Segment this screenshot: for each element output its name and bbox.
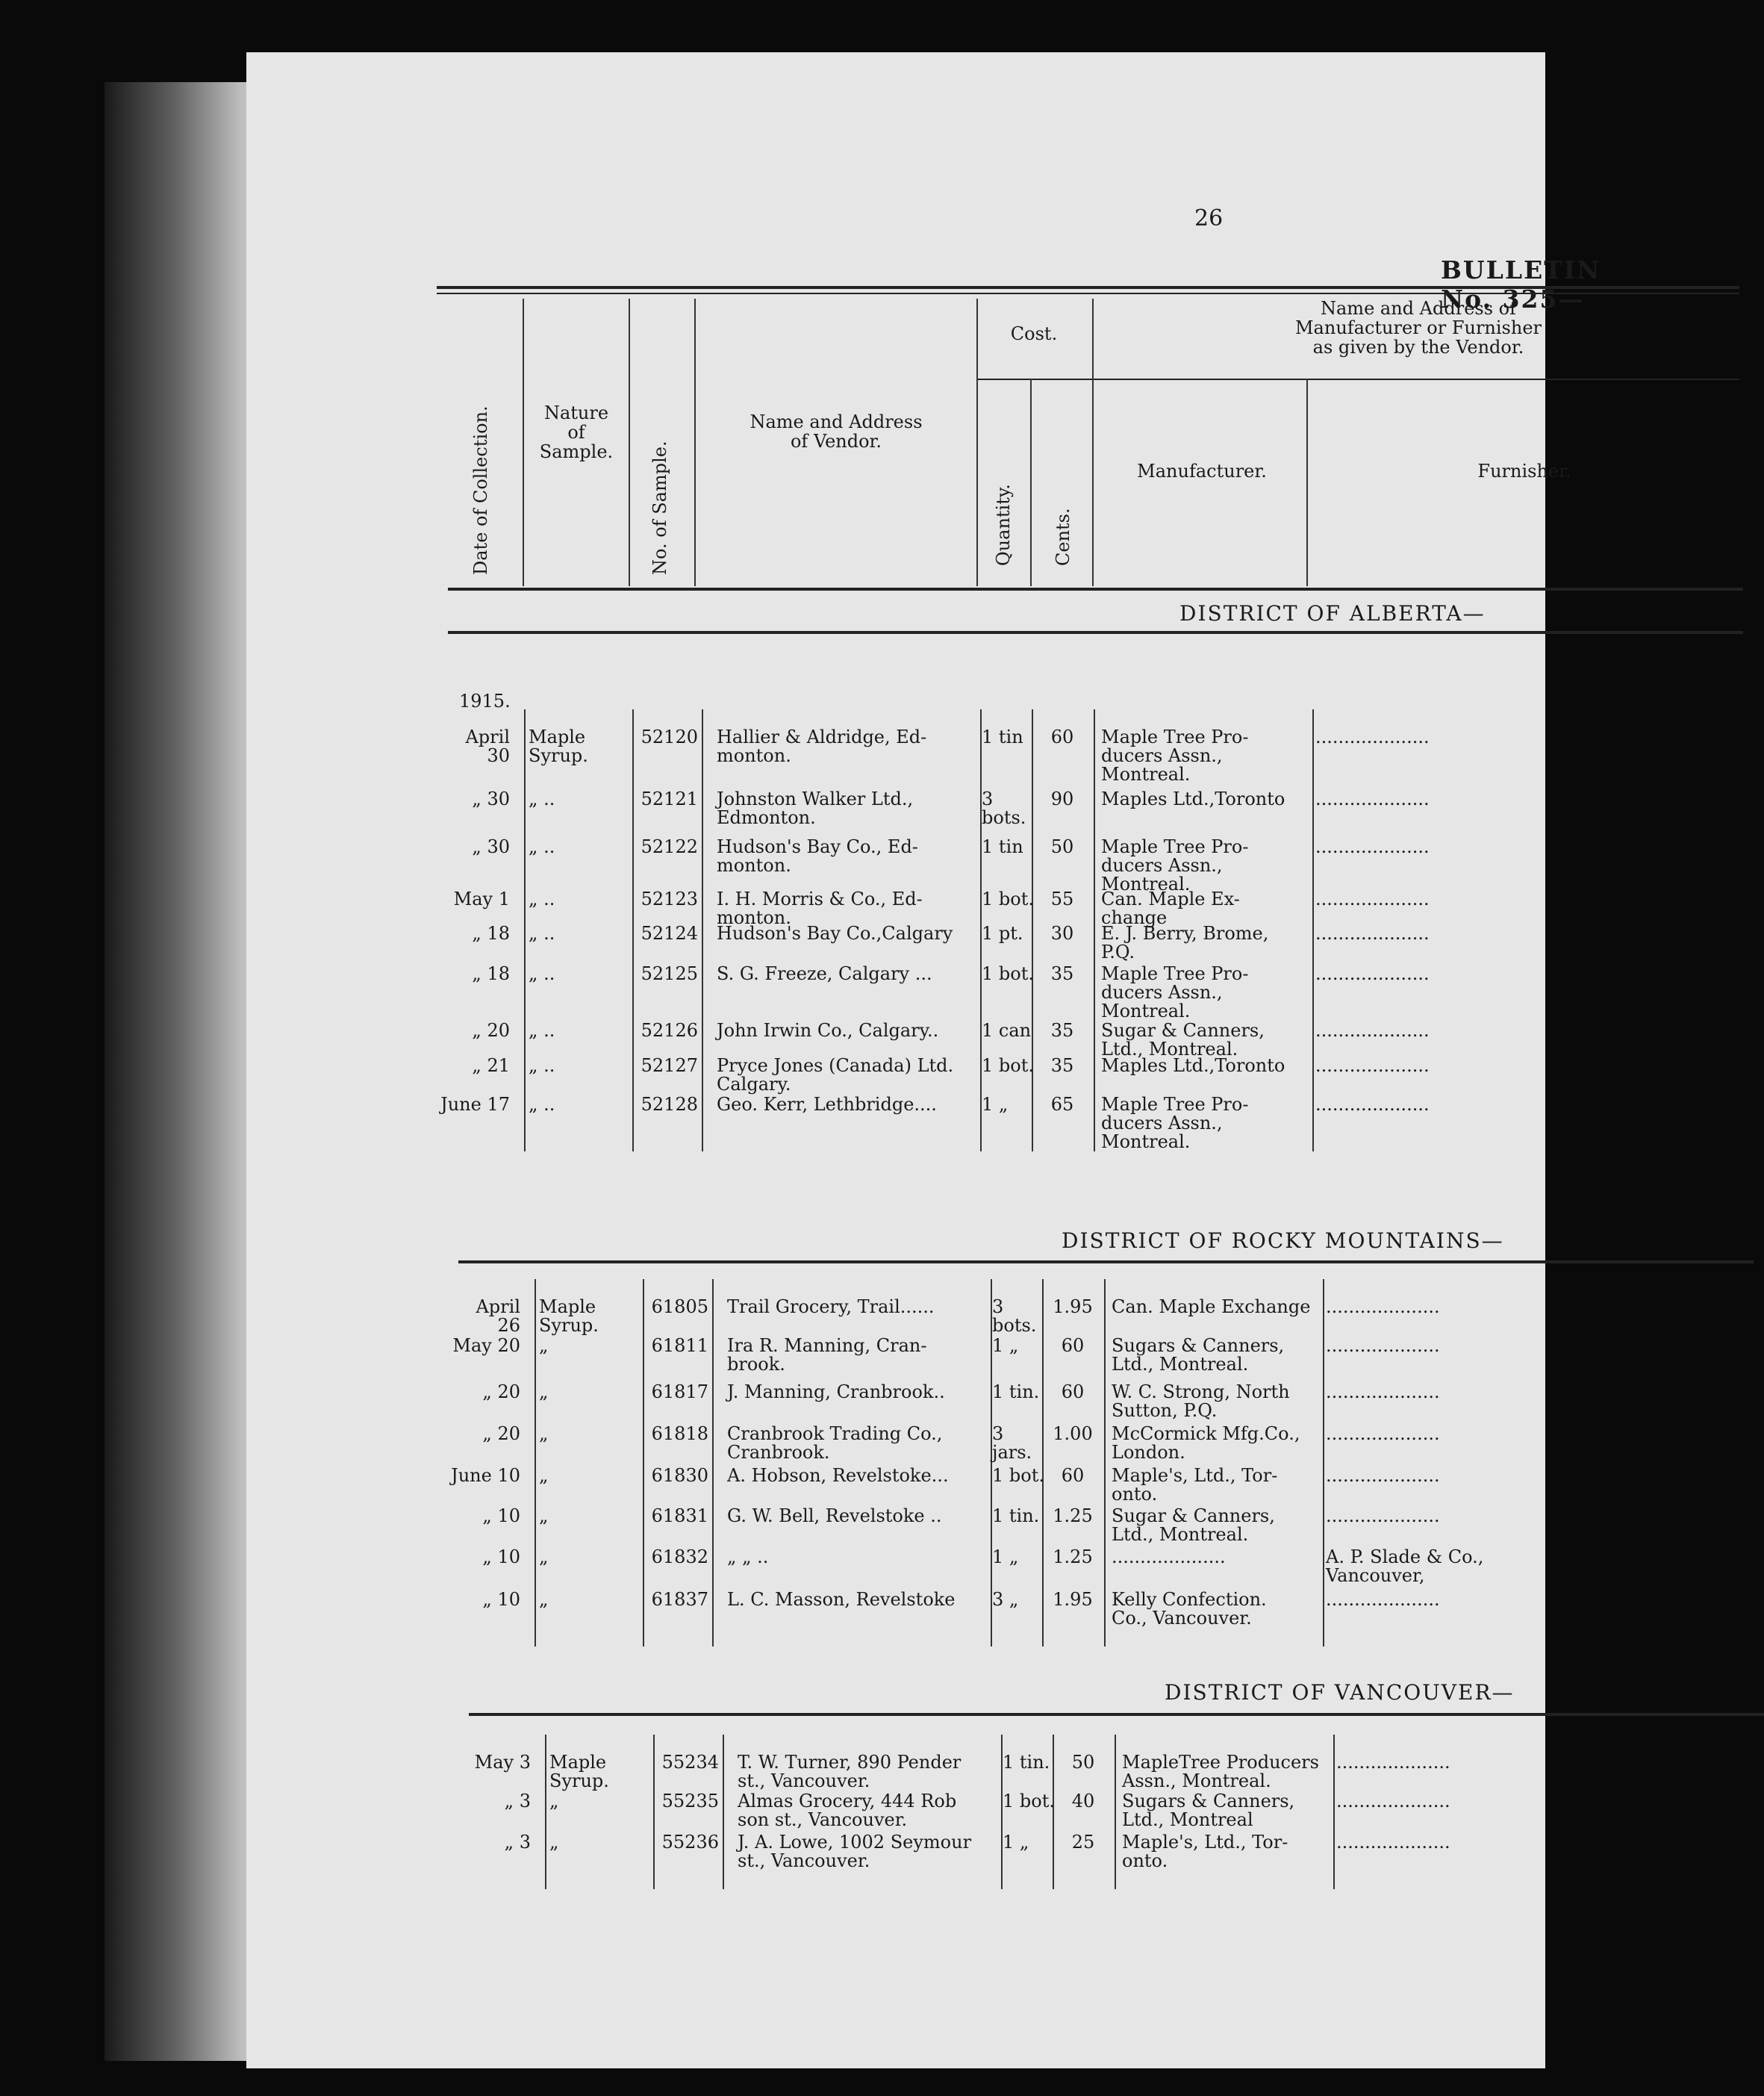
cell-nature: Maple Syrup.: [539, 1296, 599, 1336]
cell-qty: 1 bot.: [982, 889, 1034, 909]
cell-num: 52127: [641, 1055, 698, 1076]
cell-date: June 17: [440, 1094, 510, 1115]
cell-vendor: I. H. Morris & Co., Ed- monton.: [717, 889, 923, 928]
cell-furnisher: ....................: [1315, 836, 1430, 857]
cell-qty: 1 can: [982, 1020, 1032, 1041]
cell-qty: 1 bot.: [992, 1465, 1044, 1486]
header-col-divider: [1030, 379, 1032, 586]
header-col-divider: [1092, 299, 1094, 586]
cell-date: „ 20: [482, 1423, 520, 1444]
cell-maker: Can. Maple Ex- change: [1101, 889, 1240, 928]
cell-cents: 90: [1050, 789, 1074, 809]
cell-vendor: S. G. Freeze, Calgary ...: [717, 963, 932, 984]
cell-qty: 1 tin.: [1003, 1752, 1050, 1773]
cell-date: June 10: [451, 1465, 520, 1486]
cell-qty: 1 „: [992, 1335, 1019, 1356]
cell-date: May 3: [474, 1752, 531, 1773]
cell-maker: Maple's, Ltd., Tor- onto.: [1122, 1832, 1288, 1871]
cell-vendor: J. Manning, Cranbrook..: [727, 1381, 945, 1402]
cell-cents: 35: [1050, 963, 1074, 984]
cell-cents: 50: [1050, 836, 1074, 857]
cell-qty: 3 „: [992, 1589, 1019, 1610]
cell-vendor: Hudson's Bay Co., Ed- monton.: [717, 836, 918, 876]
district-title: DISTRICT OF VANCOUVER—: [1165, 1680, 1515, 1705]
cell-num: 52122: [641, 836, 698, 857]
col-header-maker-group: Name and Address of Manufacturer or Furnisher as given by the Vendor.: [1294, 298, 1542, 358]
cell-furnisher: ....................: [1315, 727, 1430, 747]
column-divider: [653, 1735, 655, 1889]
cell-maker: Kelly Confection. Co., Vancouver.: [1112, 1589, 1267, 1629]
cell-date: „ 20: [472, 1020, 510, 1041]
cell-qty: 3 jars.: [992, 1423, 1032, 1463]
column-divider: [524, 709, 526, 1151]
document-page: [246, 52, 1601, 2068]
cell-qty: 3 bots.: [982, 789, 1026, 828]
cell-num: 52126: [641, 1020, 698, 1041]
cell-nature: „ ..: [529, 1020, 555, 1041]
col-header-date: Date of Collection.: [470, 405, 491, 575]
header-rule-top: [437, 286, 1739, 289]
column-divider: [643, 1279, 644, 1646]
cell-cents: 55: [1050, 889, 1074, 909]
column-divider: [723, 1735, 724, 1889]
cell-maker: Maple Tree Pro- ducers Assn., Montreal.: [1101, 836, 1249, 895]
cell-maker: Sugar & Canners, Ltd., Montreal.: [1112, 1505, 1275, 1545]
column-divider: [1104, 1279, 1106, 1646]
cell-nature: „ ..: [529, 963, 555, 984]
cell-num: 61837: [651, 1589, 708, 1610]
cell-furnisher: ....................: [1326, 1423, 1440, 1444]
cell-nature: „: [539, 1381, 549, 1402]
cell-cents: 50: [1071, 1752, 1095, 1773]
cell-cents: 65: [1050, 1094, 1074, 1115]
cell-cents: 1.95: [1053, 1296, 1093, 1317]
cell-cents: 60: [1061, 1335, 1085, 1356]
cell-num: 61805: [651, 1296, 708, 1317]
cell-vendor: Geo. Kerr, Lethbridge....: [717, 1094, 937, 1115]
cell-maker: Sugar & Canners, Ltd., Montreal.: [1101, 1020, 1265, 1060]
cell-num: 55235: [661, 1791, 719, 1812]
cell-vendor: Hallier & Aldridge, Ed- monton.: [717, 727, 927, 766]
cell-qty: 1 „: [1003, 1832, 1029, 1853]
cell-vendor: Trail Grocery, Trail......: [727, 1296, 935, 1317]
cell-vendor: Almas Grocery, 444 Rob son st., Vancouver.: [738, 1791, 957, 1830]
cell-qty: 1 „: [982, 1094, 1009, 1115]
cell-qty: 1 pt.: [982, 923, 1023, 944]
column-divider: [702, 709, 703, 1151]
cell-nature: „: [539, 1546, 549, 1567]
cell-nature: „: [539, 1335, 549, 1356]
cell-qty: 1 tin: [982, 727, 1023, 747]
col-header-quantity: Quantity.: [993, 484, 1014, 566]
cell-furnisher: ....................: [1315, 963, 1430, 984]
cell-qty: 1 bot.: [1003, 1791, 1055, 1812]
cell-cents: 1.95: [1053, 1589, 1093, 1610]
cell-nature: „: [539, 1505, 549, 1526]
cell-furnisher: ....................: [1326, 1505, 1440, 1526]
cell-num: 52124: [641, 923, 698, 944]
year-label: 1915.: [459, 691, 511, 712]
cell-furnisher: ....................: [1315, 1055, 1430, 1076]
cell-num: 52120: [641, 727, 698, 747]
cell-date: April 30: [465, 727, 510, 766]
column-divider: [1094, 709, 1095, 1151]
cell-maker: Can. Maple Exchange: [1112, 1296, 1311, 1317]
cell-cents: 30: [1050, 923, 1074, 944]
cell-date: „ 10: [482, 1546, 520, 1567]
cell-date: „ 18: [472, 923, 510, 944]
column-divider: [712, 1279, 714, 1646]
cell-num: 61832: [651, 1546, 708, 1567]
cell-qty: 3 bots.: [992, 1296, 1037, 1336]
cell-nature: „ ..: [529, 836, 555, 857]
cell-cents: 60: [1050, 727, 1074, 747]
cell-nature: „ ..: [529, 889, 555, 909]
col-header-manufacturer: Manufacturer.: [1137, 461, 1267, 482]
cell-cents: 60: [1061, 1381, 1085, 1402]
cell-date: „ 3: [504, 1832, 531, 1853]
cell-furnisher: A. P. Slade & Co., Vancouver,: [1326, 1546, 1484, 1586]
cell-date: „ 30: [472, 789, 510, 809]
cell-maker: W. C. Strong, North Sutton, P.Q.: [1112, 1381, 1290, 1421]
cell-num: 52128: [641, 1094, 698, 1115]
cell-maker: Maple Tree Pro- ducers Assn., Montreal.: [1101, 963, 1249, 1021]
cell-furnisher: ....................: [1315, 1020, 1430, 1041]
header-rule-bottom: [448, 588, 1743, 591]
cell-nature: „ ..: [529, 923, 555, 944]
district-rule: [469, 1713, 1764, 1716]
cell-furnisher: ....................: [1326, 1589, 1440, 1610]
cell-furnisher: ....................: [1326, 1335, 1440, 1356]
cell-num: 52123: [641, 889, 698, 909]
cell-cents: 1.25: [1053, 1546, 1093, 1567]
cell-nature: „: [539, 1423, 549, 1444]
cell-num: 61818: [651, 1423, 708, 1444]
cell-num: 61831: [651, 1505, 708, 1526]
cell-maker: Sugars & Canners, Ltd., Montreal.: [1112, 1335, 1285, 1375]
cell-date: „ 18: [472, 963, 510, 984]
cell-num: 55234: [661, 1752, 719, 1773]
cell-vendor: Johnston Walker Ltd., Edmonton.: [717, 789, 914, 828]
district-title: DISTRICT OF ROCKY MOUNTAINS—: [1062, 1228, 1504, 1253]
cell-maker: McCormick Mfg.Co., London.: [1112, 1423, 1300, 1463]
cell-nature: „: [549, 1832, 559, 1853]
cell-date: „ 10: [482, 1589, 520, 1610]
cell-date: „ 21: [472, 1055, 510, 1076]
cell-furnisher: ....................: [1326, 1465, 1440, 1486]
cell-nature: „ ..: [529, 1055, 555, 1076]
header-col-divider: [629, 299, 630, 586]
cell-furnisher: ....................: [1336, 1791, 1450, 1812]
cell-num: 61830: [651, 1465, 708, 1486]
cell-cents: 35: [1050, 1020, 1074, 1041]
cell-maker: E. J. Berry, Brome, P.Q.: [1101, 923, 1269, 963]
cell-vendor: Hudson's Bay Co.,Calgary: [717, 923, 953, 944]
cell-maker: ....................: [1112, 1546, 1226, 1567]
cell-vendor: T. W. Turner, 890 Pender st., Vancouver.: [738, 1752, 962, 1791]
cell-maker: Maple Tree Pro- ducers Assn., Montreal.: [1101, 1094, 1249, 1152]
header-rule-top-2: [437, 293, 1739, 294]
cell-vendor: A. Hobson, Revelstoke...: [727, 1465, 949, 1486]
column-divider: [545, 1735, 546, 1889]
district-title: DISTRICT OF ALBERTA—: [1179, 601, 1486, 626]
col-header-cents: Cents.: [1053, 508, 1073, 566]
cell-furnisher: ....................: [1315, 789, 1430, 809]
cell-vendor: G. W. Bell, Revelstoke ..: [727, 1505, 942, 1526]
bulletin-title: BULLETIN No. 325—: [1441, 255, 1601, 314]
cell-furnisher: ....................: [1336, 1832, 1450, 1853]
cell-num: 61817: [651, 1381, 708, 1402]
cell-date: „ 20: [482, 1381, 520, 1402]
cell-maker: Maples Ltd.,Toronto: [1101, 789, 1285, 809]
col-header-cost: Cost.: [1010, 323, 1058, 344]
cell-cents: 1.25: [1053, 1505, 1093, 1526]
cell-vendor: Ira R. Manning, Cran- brook.: [727, 1335, 927, 1375]
cell-vendor: J. A. Lowe, 1002 Seymour st., Vancouver.: [738, 1832, 972, 1871]
cell-num: 52121: [641, 789, 698, 809]
cell-vendor: L. C. Masson, Revelstoke: [727, 1589, 956, 1610]
cell-num: 52125: [641, 963, 698, 984]
cell-cents: 1.00: [1053, 1423, 1093, 1444]
cell-furnisher: ....................: [1326, 1381, 1440, 1402]
cell-qty: 1 tin.: [992, 1381, 1040, 1402]
cell-maker: Maples Ltd.,Toronto: [1101, 1055, 1285, 1076]
cell-maker: Sugars & Canners, Ltd., Montreal: [1122, 1791, 1295, 1830]
cell-nature: „: [549, 1791, 559, 1812]
cell-qty: 1 tin: [982, 836, 1023, 857]
cell-cents: 60: [1061, 1465, 1085, 1486]
col-header-vendor: Name and Address of Vendor.: [749, 411, 923, 452]
header-col-divider: [694, 299, 696, 586]
cell-nature: „: [539, 1465, 549, 1486]
cell-num: 61811: [651, 1335, 708, 1356]
cell-nature: Maple Syrup.: [549, 1752, 609, 1791]
cell-date: April 26: [476, 1296, 520, 1336]
header-col-divider: [1306, 379, 1308, 586]
cell-vendor: John Irwin Co., Calgary..: [717, 1020, 939, 1041]
cell-qty: 1 tin.: [992, 1505, 1040, 1526]
cell-nature: Maple Syrup.: [529, 727, 588, 766]
column-divider: [1115, 1735, 1116, 1889]
cell-furnisher: ....................: [1336, 1752, 1450, 1773]
cell-cents: 35: [1050, 1055, 1074, 1076]
cell-date: „ 3: [504, 1791, 531, 1812]
page-number: 26: [1194, 205, 1224, 231]
cell-qty: 1 bot.: [982, 1055, 1034, 1076]
cell-cents: 25: [1071, 1832, 1095, 1853]
cell-nature: „: [539, 1589, 549, 1610]
cell-furnisher: ....................: [1315, 1094, 1430, 1115]
col-header-furnisher: Furnisher.: [1477, 461, 1571, 482]
col-header-number: No. of Sample.: [649, 441, 670, 575]
cell-date: May 1: [453, 889, 510, 909]
cell-nature: „ ..: [529, 1094, 555, 1115]
cell-num: 55236: [661, 1832, 719, 1853]
cell-vendor: Cranbrook Trading Co., Cranbrook.: [727, 1423, 943, 1463]
column-divider: [535, 1279, 536, 1646]
district-rule: [458, 1260, 1754, 1263]
cell-furnisher: ....................: [1326, 1296, 1440, 1317]
cell-cents: 40: [1071, 1791, 1095, 1812]
cell-maker: MapleTree Producers Assn., Montreal.: [1122, 1752, 1319, 1791]
cell-qty: 1 bot.: [982, 963, 1034, 984]
cell-date: May 20: [452, 1335, 520, 1356]
column-divider: [632, 709, 634, 1151]
cell-maker: Maple's, Ltd., Tor- onto.: [1112, 1465, 1278, 1505]
cell-vendor: Pryce Jones (Canada) Ltd. Calgary.: [717, 1055, 954, 1095]
cell-vendor: „ „ ..: [727, 1546, 769, 1567]
cell-date: „ 10: [482, 1505, 520, 1526]
cell-date: „ 30: [472, 836, 510, 857]
cell-maker: Maple Tree Pro- ducers Assn., Montreal.: [1101, 727, 1249, 785]
district-rule: [448, 631, 1743, 634]
cell-qty: 1 „: [992, 1546, 1019, 1567]
cell-nature: „ ..: [529, 789, 555, 809]
col-header-nature: Nature of Sample.: [539, 402, 614, 462]
cell-furnisher: ....................: [1315, 923, 1430, 944]
cell-furnisher: ....................: [1315, 889, 1430, 909]
